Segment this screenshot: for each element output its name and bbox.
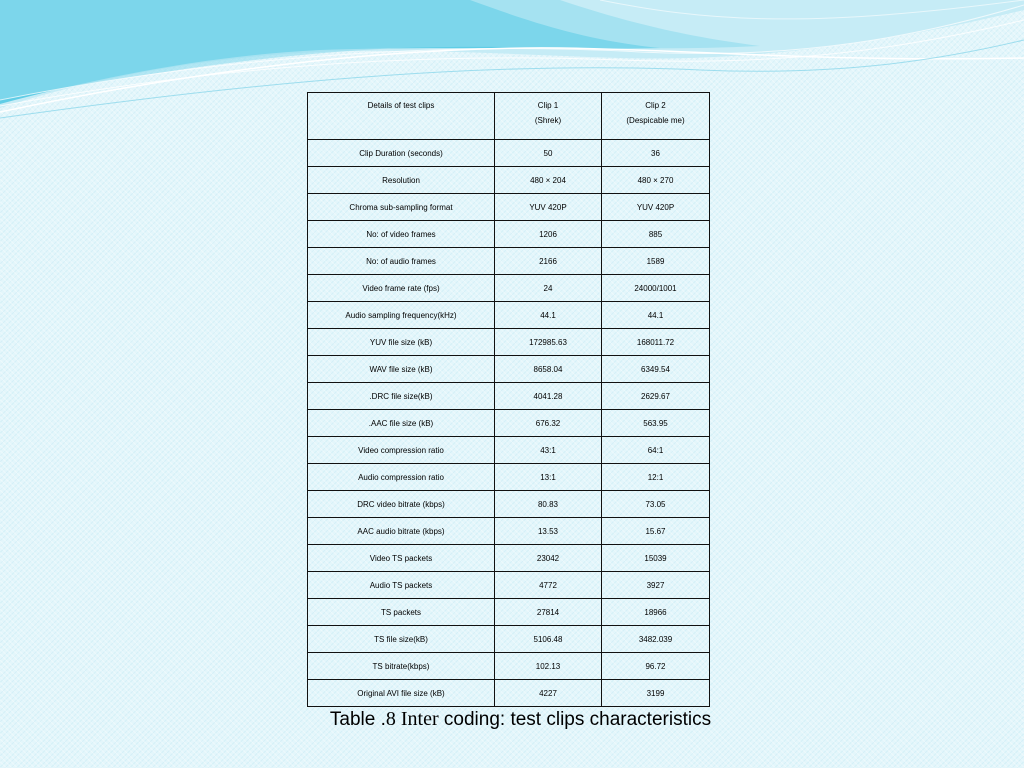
clip1-value-cell: 43:1 xyxy=(495,437,602,464)
clip1-value-cell: 23042 xyxy=(495,545,602,572)
clip2-value-cell: 36 xyxy=(602,140,710,167)
clip2-value-cell: 885 xyxy=(602,221,710,248)
row-label-cell: Audio sampling frequency(kHz) xyxy=(308,302,495,329)
row-label-cell: Clip Duration (seconds) xyxy=(308,140,495,167)
clip2-value-cell: 12:1 xyxy=(602,464,710,491)
clip1-value-cell: 480 × 204 xyxy=(495,167,602,194)
row-label-cell: Video frame rate (fps) xyxy=(308,275,495,302)
clip2-value-cell: 2629.67 xyxy=(602,383,710,410)
row-label-cell: DRC video bitrate (kbps) xyxy=(308,491,495,518)
row-label-cell: TS file size(kB) xyxy=(308,626,495,653)
clip2-value-cell: 563.95 xyxy=(602,410,710,437)
clip1-value-cell: 4227 xyxy=(495,680,602,707)
clip2-value-cell: 168011.72 xyxy=(602,329,710,356)
table-row xyxy=(308,410,710,437)
clip1-value-cell: 24 xyxy=(495,275,602,302)
row-label-cell: TS bitrate(kbps) xyxy=(308,653,495,680)
table-row xyxy=(308,437,710,464)
table-row xyxy=(308,545,710,572)
row-label-cell: WAV file size (kB) xyxy=(308,356,495,383)
header-clip2-subtitle: (Despicable me) xyxy=(626,116,685,125)
table-row xyxy=(308,302,710,329)
clip1-value-cell: 2166 xyxy=(495,248,602,275)
table-row xyxy=(308,383,710,410)
clip2-value-cell: 15039 xyxy=(602,545,710,572)
clip2-value-cell: 3482.039 xyxy=(602,626,710,653)
row-label-cell: Resolution xyxy=(308,167,495,194)
table-row xyxy=(308,140,710,167)
table-header-row xyxy=(308,93,710,140)
caption-number: 8 xyxy=(385,708,396,730)
table-row xyxy=(308,518,710,545)
clip2-value-cell: 15.67 xyxy=(602,518,710,545)
caption-prefix: Table . xyxy=(329,709,386,730)
clip2-value-cell: 480 × 270 xyxy=(602,167,710,194)
clip1-value-cell: 4772 xyxy=(495,572,602,599)
clip2-value-cell: 24000/1001 xyxy=(602,275,710,302)
row-label-cell: No: of video frames xyxy=(308,221,495,248)
clip2-value-cell: 73.05 xyxy=(602,491,710,518)
clip1-value-cell: 50 xyxy=(495,140,602,167)
clip2-value-cell: 3199 xyxy=(602,680,710,707)
row-label-cell: Original AVI file size (kB) xyxy=(308,680,495,707)
table-row xyxy=(308,167,710,194)
table-row xyxy=(308,194,710,221)
clip1-value-cell: 80.83 xyxy=(495,491,602,518)
clip1-value-cell: 44.1 xyxy=(495,302,602,329)
clip1-value-cell: 676.32 xyxy=(495,410,602,437)
row-label-cell: YUV file size (kB) xyxy=(308,329,495,356)
clip2-value-cell: 44.1 xyxy=(602,302,710,329)
clip1-value-cell: 1206 xyxy=(495,221,602,248)
table-caption xyxy=(0,708,1024,731)
caption-word: Inter xyxy=(395,708,439,730)
clip1-value-cell: 172985.63 xyxy=(495,329,602,356)
table-row xyxy=(308,248,710,275)
caption-suffix: coding: test clips characteristics xyxy=(438,709,712,730)
table-body xyxy=(308,93,710,707)
header-clip1-subtitle: (Shrek) xyxy=(534,116,562,125)
header-clip1-cell xyxy=(495,93,602,140)
table-row xyxy=(308,599,710,626)
table-row xyxy=(308,275,710,302)
table-row xyxy=(308,653,710,680)
row-label-cell: AAC audio bitrate (kbps) xyxy=(308,518,495,545)
header-clip2-cell xyxy=(602,93,710,140)
clip1-value-cell: 8658.04 xyxy=(495,356,602,383)
table-row xyxy=(308,356,710,383)
row-label-cell: TS packets xyxy=(308,599,495,626)
row-label-cell: .AAC file size (kB) xyxy=(308,410,495,437)
clip1-value-cell: 102.13 xyxy=(495,653,602,680)
table-row xyxy=(308,464,710,491)
header-details-cell: Details of test clips xyxy=(308,93,495,140)
row-label-cell: Chroma sub-sampling format xyxy=(308,194,495,221)
header-clip2-title: Clip 2 xyxy=(645,101,666,110)
row-label-cell: No: of audio frames xyxy=(308,248,495,275)
test-clips-table xyxy=(307,92,710,707)
row-label-cell: Audio compression ratio xyxy=(308,464,495,491)
clip2-value-cell: YUV 420P xyxy=(602,194,710,221)
clip1-value-cell: 13:1 xyxy=(495,464,602,491)
clip2-value-cell: 6349.54 xyxy=(602,356,710,383)
row-label-cell: Video compression ratio xyxy=(308,437,495,464)
clip2-value-cell: 3927 xyxy=(602,572,710,599)
table-row xyxy=(308,626,710,653)
clip1-value-cell: 13.53 xyxy=(495,518,602,545)
clip2-value-cell: 96.72 xyxy=(602,653,710,680)
table-row xyxy=(308,491,710,518)
table-row xyxy=(308,572,710,599)
clip1-value-cell: 27814 xyxy=(495,599,602,626)
row-label-cell: Video TS packets xyxy=(308,545,495,572)
row-label-cell: Audio TS packets xyxy=(308,572,495,599)
row-label-cell: .DRC file size(kB) xyxy=(308,383,495,410)
table-row xyxy=(308,221,710,248)
clip1-value-cell: YUV 420P xyxy=(495,194,602,221)
clip2-value-cell: 64:1 xyxy=(602,437,710,464)
clip1-value-cell: 4041.28 xyxy=(495,383,602,410)
header-clip1-title: Clip 1 xyxy=(537,101,559,110)
table-row xyxy=(308,329,710,356)
table-row xyxy=(308,680,710,707)
clip2-value-cell: 18966 xyxy=(602,599,710,626)
clip2-value-cell: 1589 xyxy=(602,248,710,275)
clip1-value-cell: 5106.48 xyxy=(495,626,602,653)
